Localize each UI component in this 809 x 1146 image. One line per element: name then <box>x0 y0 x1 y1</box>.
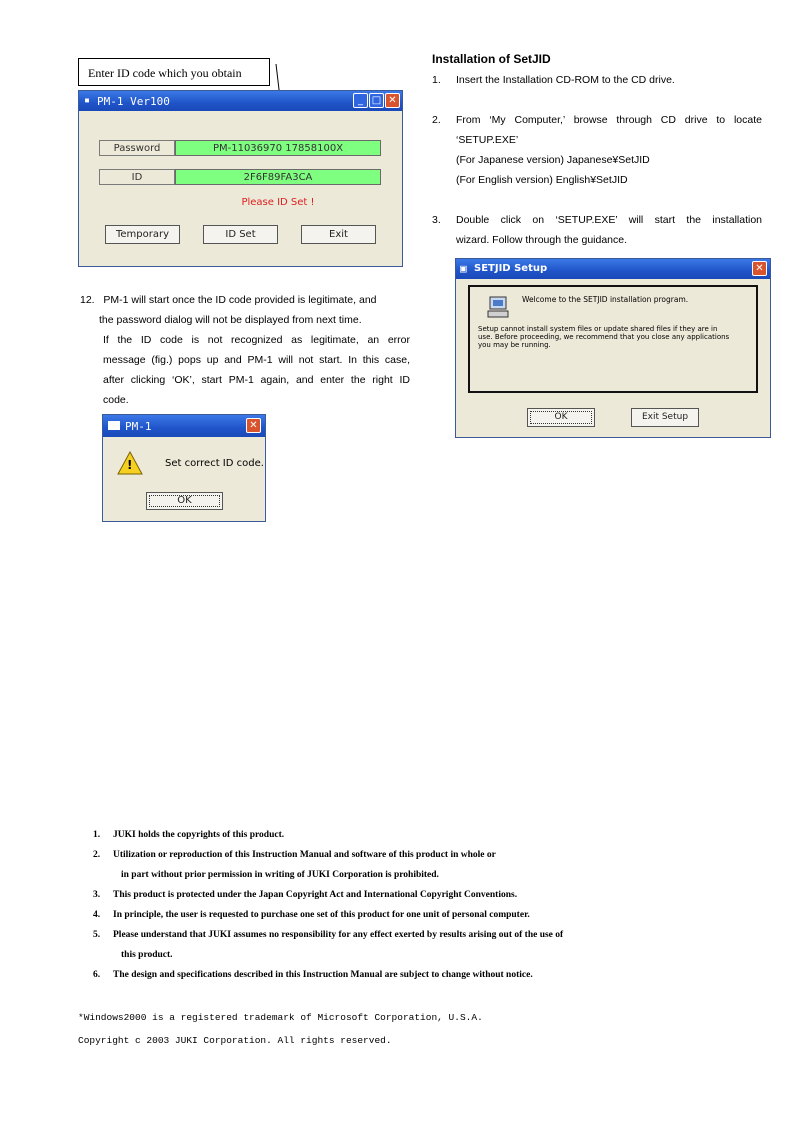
step-12-line3: If the ID code is not recognized as legitimate, an error <box>103 334 410 346</box>
callout-box: Enter ID code which you obtain <box>78 58 270 86</box>
step-12-line5: after clicking ‘OK’, start PM-1 again, and enter the right ID <box>103 374 410 386</box>
install-step-2-line4: (For English version) English¥SetJID <box>456 174 628 186</box>
ok-button[interactable]: OK <box>146 492 223 510</box>
password-field[interactable]: PM-11036970 17858100X <box>175 140 381 156</box>
step-12-line6: code. <box>103 394 129 406</box>
notice-2-text: Utilization or reproduction of this Instruction Manual and software of this product in whole or <box>113 850 496 860</box>
id-label: ID <box>99 169 175 185</box>
pm1-password-window <box>78 90 403 267</box>
maximize-icon[interactable]: □ <box>369 93 384 108</box>
setup-app-icon: ▣ <box>460 262 467 275</box>
install-step-3 <box>432 210 762 250</box>
setup-note-line2: use. Before proceeding, we recommend that you close any applications <box>478 333 730 341</box>
setup-welcome-text: Welcome to the SETJID installation program. <box>522 295 689 304</box>
error-dialog-title: PM-1 <box>125 420 152 433</box>
minimize-icon[interactable]: _ <box>353 93 368 108</box>
id-field[interactable]: 2F6F89FA3CA <box>175 169 381 185</box>
notice-item-4 <box>93 910 773 930</box>
step-12-number: 12. <box>80 294 95 306</box>
app-icon: ▪ <box>84 95 91 106</box>
setjid-setup-window <box>455 258 771 438</box>
step-12-line1: PM-1 will start once the ID code provided is legitimate, and <box>103 294 377 306</box>
id-set-button[interactable]: ID Set <box>203 225 278 244</box>
exit-button[interactable]: Exit <box>301 225 376 244</box>
install-step-1-number: 1. <box>432 74 441 86</box>
notice-item-1 <box>93 830 773 850</box>
close-icon[interactable]: ✕ <box>385 93 400 108</box>
notice-6-text: The design and specifications described in this Instruction Manual are subject to change without notice. <box>113 970 533 980</box>
setup-note-line3: you may be running. <box>478 341 551 349</box>
step-12 <box>80 290 410 410</box>
notice-1-number: 1. <box>93 830 101 840</box>
exit-setup-button[interactable]: Exit Setup <box>631 408 699 427</box>
pm1-window-title: PM-1 Ver100 <box>97 95 170 108</box>
step-12-line4: message (fig.) pops up and PM-1 will not start. In this case, <box>103 354 410 366</box>
close-icon[interactable]: ✕ <box>246 418 261 433</box>
install-step-1 <box>432 70 762 90</box>
notice-item-3 <box>93 890 773 910</box>
copyright-notice: Copyright c 2003 JUKI Corporation. All rights reserved. <box>78 1035 392 1046</box>
warning-glyph: ! <box>127 458 133 472</box>
install-heading: Installation of SetJID <box>432 52 551 66</box>
setup-message-panel <box>468 285 758 393</box>
install-step-3-line2: wizard. Follow through the guidance. <box>456 234 628 246</box>
notice-5-number: 5. <box>93 930 101 940</box>
install-step-3-number: 3. <box>432 214 441 226</box>
setup-titlebar <box>456 259 770 279</box>
notice-5-text: Please understand that JUKI assumes no responsibility for any effect exerted by results arising out of the use of <box>113 930 564 940</box>
notice-item-2 <box>93 850 773 870</box>
trademark-notice: *Windows2000 is a registered trademark of Microsoft Corporation, U.S.A. <box>78 1012 483 1023</box>
error-dialog-titlebar <box>103 415 265 437</box>
notice-3-number: 3. <box>93 890 101 900</box>
error-dialog <box>102 414 266 522</box>
notice-6-number: 6. <box>93 970 101 980</box>
setup-ok-button[interactable]: OK <box>527 408 595 427</box>
notice-list <box>93 830 773 990</box>
install-step-2 <box>432 110 762 190</box>
install-step-2-line1: From ‘My Computer,’ browse through CD drive to locate <box>456 114 762 126</box>
id-set-message: Please ID Set ! <box>241 197 315 208</box>
window-icon <box>108 421 120 430</box>
install-step-1-text: Insert the Installation CD-ROM to the CD drive. <box>456 74 675 86</box>
notice-item-6 <box>93 970 773 990</box>
setup-note <box>478 325 753 349</box>
notice-4-text: In principle, the user is requested to purchase one set of this product for one unit of personal computer. <box>113 910 530 920</box>
notice-item-5 <box>93 930 773 950</box>
notice-5-continuation: this product. <box>121 950 173 960</box>
error-message: Set correct ID code. <box>165 458 264 469</box>
notice-1-text: JUKI holds the copyrights of this product. <box>113 830 285 840</box>
notice-2-continuation: in part without prior permission in writing of JUKI Corporation is prohibited. <box>121 870 439 880</box>
install-step-3-line1: Double click on ‘SETUP.EXE’ will start the installation <box>456 214 762 226</box>
setup-window-title: SETJID Setup <box>474 263 548 274</box>
close-icon[interactable]: ✕ <box>752 261 767 276</box>
temporary-button[interactable]: Temporary <box>105 225 180 244</box>
password-label: Password <box>99 140 175 156</box>
setup-note-line1: Setup cannot install system files or update shared files if they are in <box>478 325 718 333</box>
notice-4-number: 4. <box>93 910 101 920</box>
notice-3-text: This product is protected under the Japan Copyright Act and International Copyright Conventions. <box>113 890 518 900</box>
install-step-2-line2: ‘SETUP.EXE’ <box>456 134 519 146</box>
step-12-line2: the password dialog will not be displayed from next time. <box>99 314 362 326</box>
computer-icon <box>486 295 512 321</box>
install-step-2-number: 2. <box>432 114 441 126</box>
notice-2-number: 2. <box>93 850 101 860</box>
install-step-2-line3: (For Japanese version) Japanese¥SetJID <box>456 154 650 166</box>
pm1-titlebar <box>79 91 402 111</box>
